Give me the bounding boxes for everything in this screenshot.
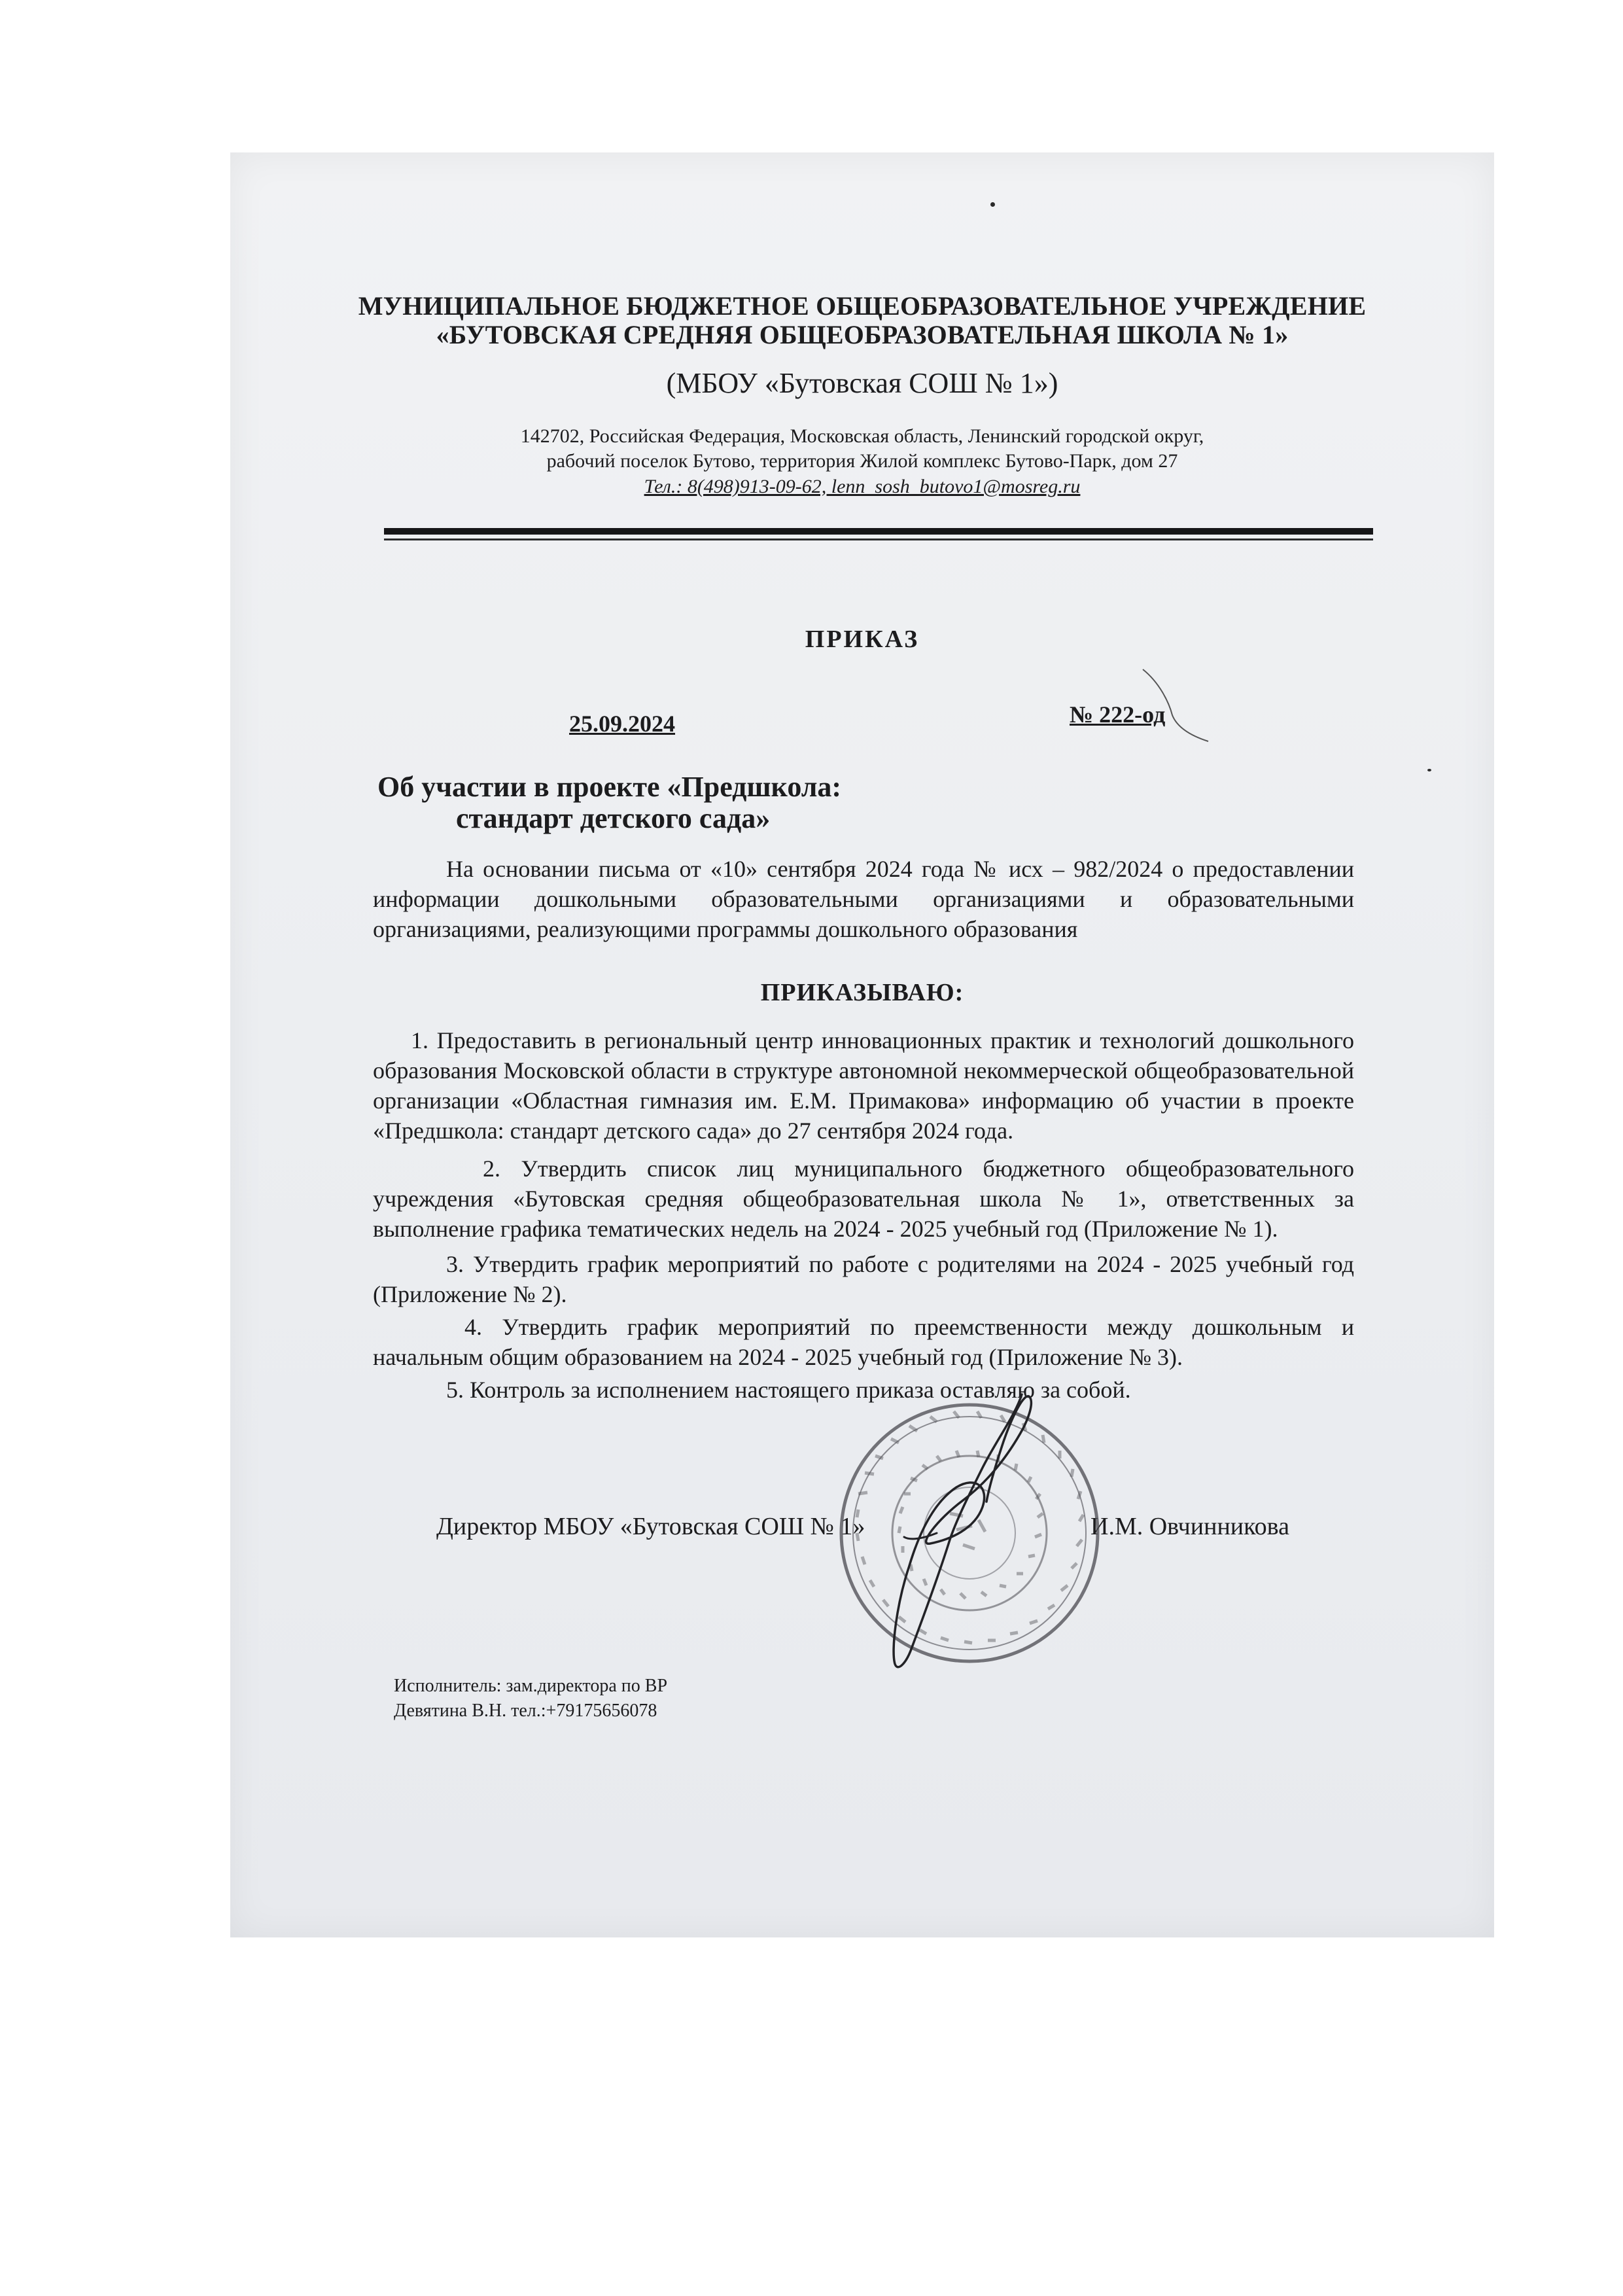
executor-line1: Исполнитель: зам.директора по ВР bbox=[394, 1676, 668, 1696]
order-item-5: 5. Контроль за исполнением настоящего приказа оставляю за собой. bbox=[446, 1377, 1131, 1403]
scan-speck bbox=[1427, 769, 1431, 771]
address-line1: 142702, Российская Федерация, Московская область, Ленинский городской округ, bbox=[520, 425, 1204, 447]
signature-position: Директор МБОУ «Бутовская СОШ № 1» bbox=[436, 1513, 865, 1540]
document-title: ПРИКАЗ bbox=[805, 626, 920, 653]
header-rule-thick bbox=[384, 528, 1373, 535]
scanned-page bbox=[230, 152, 1494, 1937]
subject-line2: стандарт детского сада» bbox=[456, 802, 771, 834]
document-number: № 222-од bbox=[1070, 701, 1166, 728]
address-line2: рабочий поселок Бутово, территория Жилой комплекс Бутово-Парк, дом 27 bbox=[546, 450, 1178, 472]
pen-mark bbox=[1140, 663, 1212, 748]
org-name-line2: «БУТОВСКАЯ СРЕДНЯЯ ОБЩЕОБРАЗОВАТЕЛЬНАЯ ШКОЛА № 1» bbox=[436, 320, 1289, 349]
order-item-4: 4. Утвердить график мероприятий по преемственности между дошкольным и начальным общим образованием на 2024 - 2025 учебный год (Приложение № 3). bbox=[373, 1314, 1354, 1370]
org-name-line1: МУНИЦИПАЛЬНОЕ БЮДЖЕТНОЕ ОБЩЕОБРАЗОВАТЕЛЬНОЕ УЧРЕЖДЕНИЕ bbox=[358, 291, 1367, 321]
document-date: 25.09.2024 bbox=[569, 711, 675, 737]
subject-line1: Об участии в проекте «Предшкола: bbox=[377, 771, 842, 803]
signature-name: И.М. Овчинникова bbox=[1091, 1513, 1289, 1540]
org-short-name: (МБОУ «Бутовская СОШ № 1») bbox=[666, 367, 1058, 399]
order-item-3: 3. Утвердить график мероприятий по работе с родителями на 2024 - 2025 учебный год (Приложение № 2). bbox=[373, 1251, 1354, 1307]
contacts-line: Тел.: 8(498)913-09-62, lenn_sosh_butovo1@mosreg.ru bbox=[644, 476, 1081, 497]
order-item-1: 1. Предоставить в региональный центр инновационных практик и технологий дошкольного образования Московской области в структуре автономной некоммерческой общеобразовательной организации «Областная гимназия им. Е.М. Примакова» информацию об участии в проекте «Предшкола: стандарт детского сада» до 27 сентября 2024 года. bbox=[373, 1027, 1354, 1144]
executor-line2: Девятина В.Н. тел.:+79175656078 bbox=[394, 1701, 657, 1721]
order-item-2: 2. Утвердить список лиц муниципального бюджетного общеобразовательного учреждения «Бутовская средняя общеобразовательная школа № 1», ответственных за выполнение графика тематических недель на 2024 - 2025 учебный год (Приложение № 1). bbox=[373, 1156, 1354, 1242]
order-word: ПРИКАЗЫВАЮ: bbox=[760, 979, 964, 1006]
scan-speck bbox=[990, 202, 995, 207]
handwritten-signature bbox=[858, 1389, 1055, 1677]
header-rule-thin bbox=[384, 539, 1373, 540]
preamble-paragraph: На основании письма от «10» сентября 2024 года № исх – 982/2024 о предоставлении информации дошкольными образовательными организациями и образовательными организациями, реализующими программы дошкольного образования bbox=[373, 856, 1354, 942]
